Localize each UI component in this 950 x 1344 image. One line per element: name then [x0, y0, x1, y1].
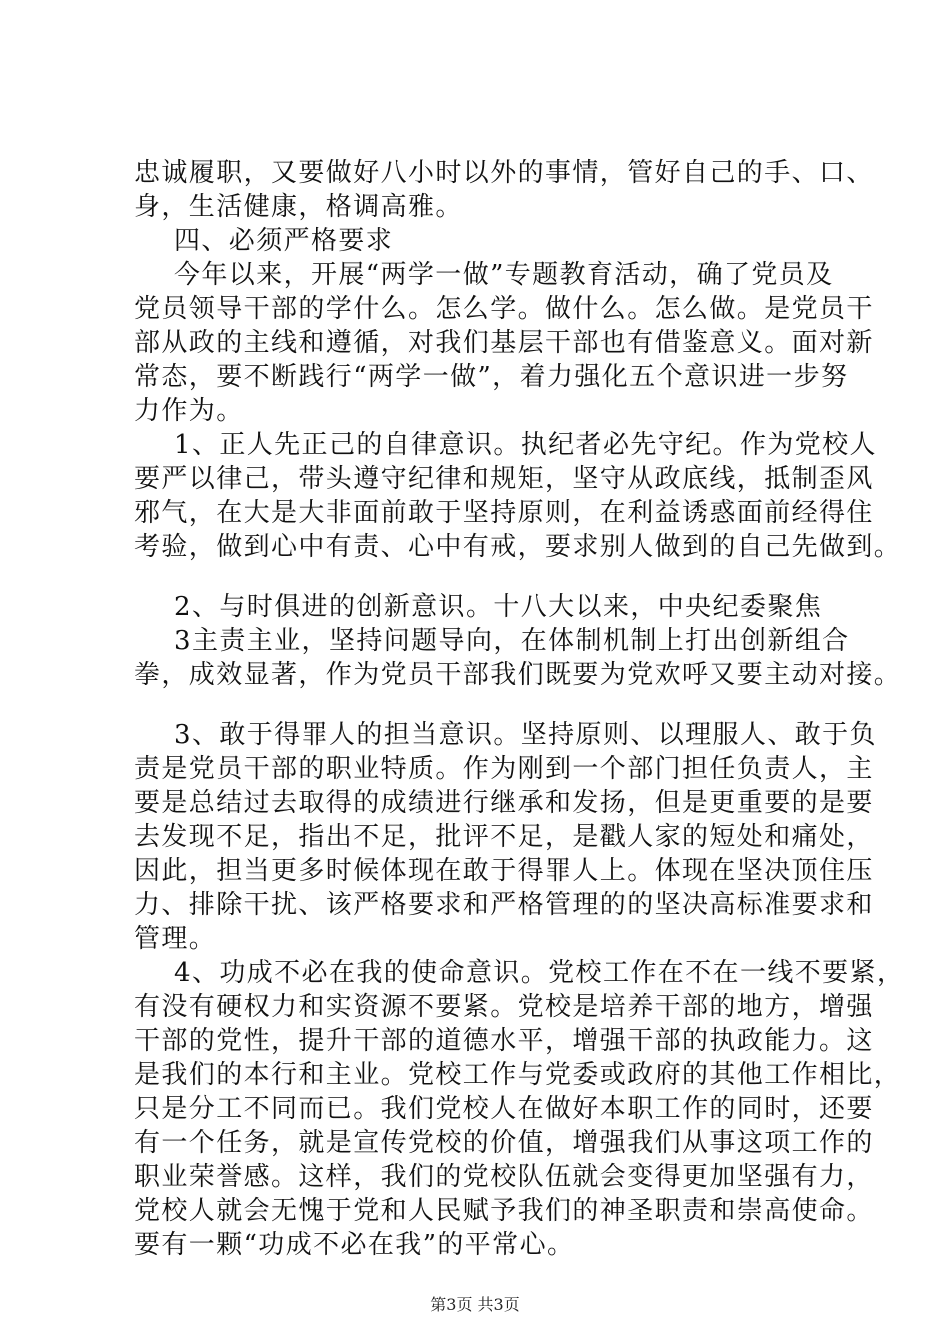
text-line: 有没有硬权力和实资源不要紧。党校是培养干部的地方，增强	[134, 992, 874, 1022]
text-line: 拳，成效显著，作为党员干部我们既要为党欢呼又要主动对接。	[134, 660, 902, 690]
text-line: 责是党员干部的职业特质。作为刚到一个部门担任负责人，主	[134, 754, 874, 784]
text-line: 四、必须严格要求	[174, 226, 394, 256]
page-footer: 第3页 共3页	[430, 1295, 520, 1314]
text-line: 只是分工不同而已。我们党校人在做好本职工作的同时，还要	[134, 1094, 874, 1124]
text-line: 邪气，在大是大非面前敢于坚持原则，在利益诱惑面前经得住	[134, 498, 874, 528]
text-line: 常态，要不断践行“两学一做”，着力强化五个意识进一步努	[134, 362, 849, 392]
text-line: 2、与时俱进的创新意识。十八大以来，中央纪委聚焦	[174, 592, 823, 622]
text-line: 管理。	[134, 924, 217, 954]
text-line: 考验，做到心中有责、心中有戒，要求别人做到的自己先做到。	[134, 532, 902, 562]
text-line: 因此，担当更多时候体现在敢于得罪人上。体现在坚决顶住压	[134, 856, 874, 886]
text-line: 身，生活健康，格调高雅。	[134, 192, 463, 222]
text-line: 是我们的本行和主业。党校工作与党委或政府的其他工作相比，	[134, 1060, 902, 1090]
text-line: 要严以律己，带头遵守纪律和规矩，坚守从政底线，抵制歪风	[134, 464, 874, 494]
text-line: 要是总结过去取得的成绩进行继承和发扬，但是更重要的是要	[134, 788, 874, 818]
text-line: 力作为。	[134, 396, 244, 426]
text-line: 党校人就会无愧于党和人民赋予我们的神圣职责和崇高使命。	[134, 1196, 874, 1226]
text-line: 要有一颗“功成不必在我”的平常心。	[134, 1230, 575, 1260]
text-line: 3、敢于得罪人的担当意识。坚持原则、以理服人、敢于负	[174, 720, 877, 750]
text-line: 部从政的主线和遵循，对我们基层干部也有借鉴意义。面对新	[134, 328, 874, 358]
text-line: 4、功成不必在我的使命意识。党校工作在不在一线不要紧，	[174, 958, 905, 988]
text-line: 3主责主业，坚持问题导向，在体制机制上打出创新组合	[174, 626, 850, 656]
text-line: 党员领导干部的学什么。怎么学。做什么。怎么做。是党员干	[134, 294, 874, 324]
text-line: 职业荣誉感。这样，我们的党校队伍就会变得更加坚强有力，	[134, 1162, 874, 1192]
text-line: 去发现不足，指出不足，批评不足，是戳人家的短处和痛处，	[134, 822, 874, 852]
text-line: 力、排除干扰、该严格要求和严格管理的的坚决高标准要求和	[134, 890, 874, 920]
text-line: 1、正人先正己的自律意识。执纪者必先守纪。作为党校人	[174, 430, 877, 460]
text-line: 忠诚履职，又要做好八小时以外的事情，管好自己的手、口、	[134, 158, 874, 188]
text-line: 今年以来，开展“两学一做”专题教育活动，确了党员及	[174, 260, 834, 290]
text-line: 干部的党性，提升干部的道德水平，增强干部的执政能力。这	[134, 1026, 874, 1056]
text-line: 有一个任务，就是宣传党校的价值，增强我们从事这项工作的	[134, 1128, 874, 1158]
